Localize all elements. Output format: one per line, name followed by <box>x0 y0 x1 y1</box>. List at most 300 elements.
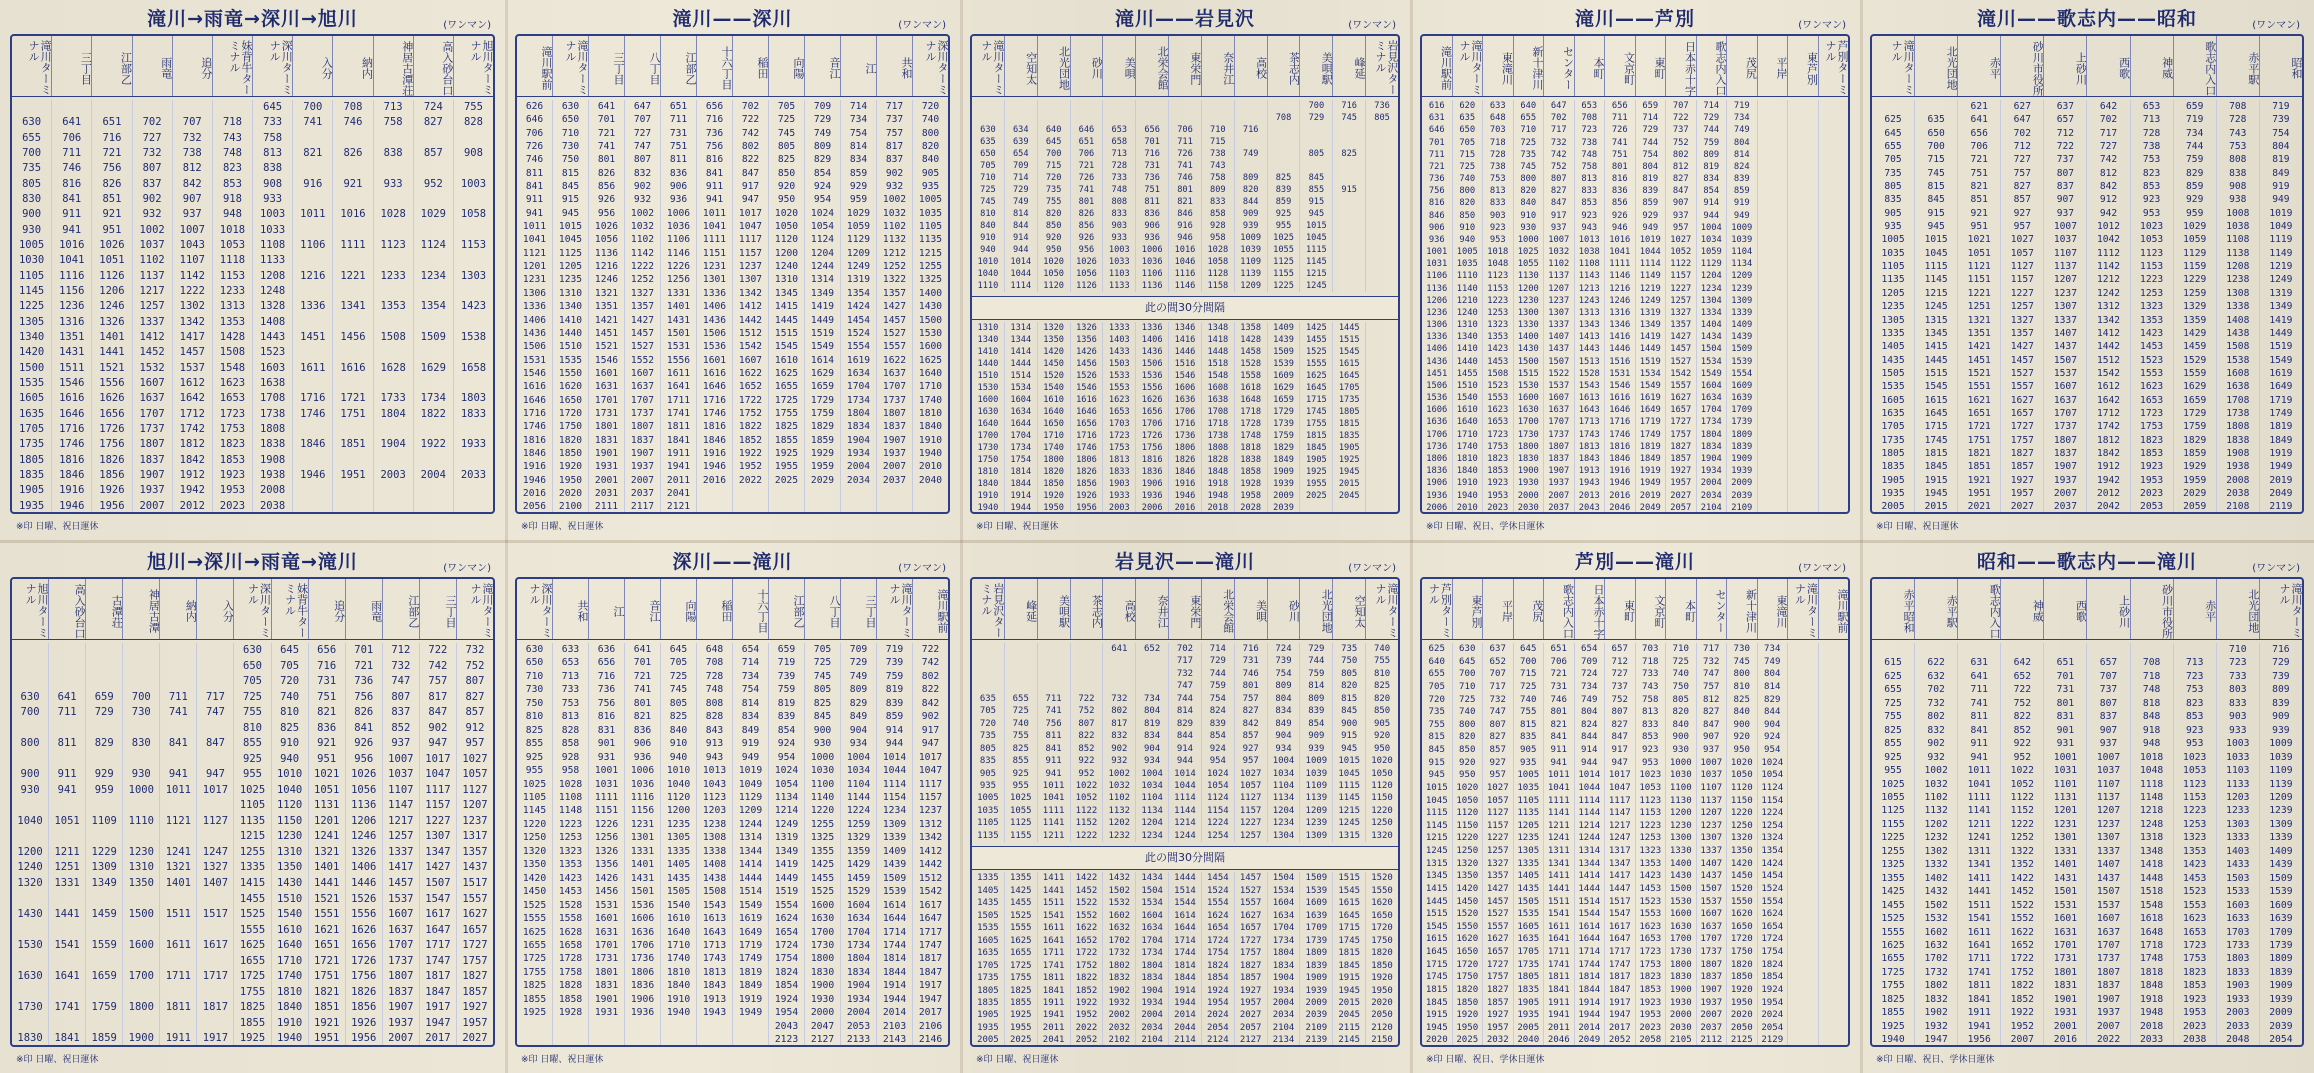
time-cell: 950 <box>1373 743 1391 754</box>
time-cell: 839 <box>769 710 805 723</box>
time-cell: 1303 <box>460 269 487 282</box>
time-cell: 1641 <box>1038 935 1071 947</box>
time-cell: 1613 <box>697 912 733 925</box>
time-cell <box>1136 112 1169 124</box>
time-row <box>1422 858 1848 871</box>
time-cell: 1600 <box>805 899 841 912</box>
time-cell <box>1071 100 1104 112</box>
time-cell: 2025 <box>1300 490 1333 502</box>
time-cell: 2039 <box>1268 502 1301 514</box>
stop-name: 東芦別 <box>1453 579 1484 639</box>
footnote: ※印 日曜、祝日、学休日運休 <box>1426 522 1545 532</box>
time-cell: 1023 <box>2174 751 2217 764</box>
time-cell: 1525 <box>805 885 841 898</box>
stop-name: 江 <box>589 579 625 639</box>
time-cell: 738 <box>1483 161 1514 173</box>
time-cell <box>1005 680 1038 692</box>
time-cell: 1250 <box>1371 818 1393 829</box>
time-cell: 1141 <box>1958 804 2001 817</box>
time-cell <box>1788 112 1819 124</box>
time-cell: 635 <box>972 693 1005 705</box>
time-cell <box>1038 680 1071 692</box>
time-cell <box>197 1016 234 1032</box>
time-cell: 1215 <box>1300 268 1333 280</box>
time-cell: 1252 <box>877 260 913 273</box>
time-cell <box>1958 643 2001 656</box>
time-cell: 1926 <box>92 483 132 498</box>
time-cell: 2014 <box>1169 1009 1202 1021</box>
time-cell: 827 <box>1483 731 1514 744</box>
time-cell: 1810 <box>918 407 943 419</box>
time-cell: 1229 <box>2174 273 2217 286</box>
time-cell: 1503 <box>2217 872 2260 885</box>
time-row <box>1872 979 2302 992</box>
time-cell: 1237 <box>1697 820 1728 833</box>
time-cell: 825 <box>1268 172 1301 184</box>
time-row <box>1422 769 1848 782</box>
time-cell: 1942 <box>173 483 213 498</box>
time-cell: 1018 <box>1483 246 1514 258</box>
time-cell: 1628 <box>553 926 589 939</box>
time-cell: 1915 <box>1422 1009 1453 1022</box>
time-cell: 821 <box>1958 180 2001 193</box>
time-cell: 1117 <box>1605 795 1636 808</box>
time-row <box>517 939 948 952</box>
time-cell: 1052 <box>1071 792 1104 804</box>
stop-name: 雨竜 <box>133 36 173 96</box>
time-cell: 1117 <box>918 778 943 790</box>
time-cell: 1846 <box>52 468 92 483</box>
time-cell: 1557 <box>2001 380 2044 393</box>
time-cell: 749 <box>805 127 841 140</box>
time-cell: 1400 <box>1666 858 1697 871</box>
time-cell: 2029 <box>2174 487 2217 500</box>
time-cell: 701 <box>589 113 625 126</box>
time-cell: 755 <box>1872 710 1915 723</box>
time-cell: 1728 <box>1235 418 1268 430</box>
time-cell: 1134 <box>1268 792 1301 804</box>
time-cell: 1034 <box>1136 780 1169 792</box>
time-cell: 1554 <box>1727 368 1758 380</box>
time-cell: 905 <box>1514 744 1545 757</box>
time-cell: 722 <box>2001 683 2044 696</box>
time-cell: 1805 <box>1872 447 1915 460</box>
time-cell <box>2044 643 2087 656</box>
time-cell: 1250 <box>1453 845 1484 858</box>
time-cell <box>12 892 49 908</box>
time-cell: 1619 <box>733 912 769 925</box>
time-cell: 743 <box>2217 127 2260 140</box>
time-cell <box>1333 124 1366 136</box>
time-cell <box>160 752 197 768</box>
time-cell: 936 <box>625 751 661 764</box>
time-cell: 1549 <box>733 899 769 912</box>
time-cell: 1423 <box>460 300 487 313</box>
time-cell: 1625 <box>918 354 943 366</box>
time-cell <box>1788 643 1819 656</box>
time-cell: 829 <box>86 736 123 752</box>
time-cell: 1814 <box>1575 971 1606 984</box>
time-cell: 1753 <box>2131 420 2174 433</box>
time-cell: 1647 <box>1605 933 1636 946</box>
time-cell <box>805 487 841 500</box>
time-row <box>972 693 1398 705</box>
time-cell: 1109 <box>1235 256 1268 268</box>
times-body <box>1872 98 2302 512</box>
time-cell: 1002 <box>133 223 173 238</box>
time-cell: 1752 <box>2001 966 2044 979</box>
time-cell: 1433 <box>2217 858 2260 871</box>
time-cell: 759 <box>1697 137 1728 149</box>
time-cell: 637 <box>2044 100 2087 113</box>
time-cell: 1459 <box>2174 340 2217 353</box>
time-row <box>1872 1020 2302 1033</box>
time-cell: 1623 <box>1483 404 1514 416</box>
time-cell: 1231 <box>2044 818 2087 831</box>
time-cell: 729 <box>805 113 841 126</box>
time-cell: 1320 <box>1453 858 1484 871</box>
time-cell: 711 <box>52 146 92 161</box>
time-cell: 857 <box>1483 744 1514 757</box>
time-cell: 1955 <box>1005 1022 1038 1034</box>
time-cell <box>1819 380 1849 392</box>
time-cell: 1605 <box>972 935 1005 947</box>
time-cell: 1507 <box>1697 883 1728 896</box>
time-row <box>972 208 1398 220</box>
time-cell: 1553 <box>1483 392 1514 404</box>
time-cell: 2019 <box>1636 490 1667 502</box>
time-cell: 1820 <box>1371 948 1393 959</box>
time-cell: 734 <box>1758 643 1789 656</box>
time-cell: 1542 <box>2087 367 2130 380</box>
time-cell: 1744 <box>1169 947 1202 959</box>
time-row <box>1872 380 2302 393</box>
time-cell: 1142 <box>625 247 661 260</box>
time-cell: 1020 <box>769 207 805 220</box>
time-row <box>1872 751 2302 764</box>
time-cell <box>49 659 86 675</box>
time-cell <box>697 500 733 513</box>
time-cell: 2000 <box>805 1006 841 1019</box>
time-row <box>12 938 493 954</box>
stop-name: 上砂川 <box>2087 579 2130 639</box>
stop-name: 北栄会館 <box>1136 36 1169 96</box>
time-cell: 1208 <box>2217 260 2260 273</box>
time-cell: 1614 <box>1169 910 1202 922</box>
time-cell: 2045 <box>1333 1009 1366 1021</box>
time-cell: 1600 <box>1666 908 1697 921</box>
time-cell: 1311 <box>1958 845 2001 858</box>
time-cell: 1335 <box>972 872 1005 884</box>
time-cell: 1803 <box>2217 952 2260 965</box>
time-cell: 715 <box>1453 149 1484 161</box>
time-cell: 1401 <box>2044 858 2087 871</box>
time-cell: 1531 <box>589 899 625 912</box>
time-cell: 1639 <box>1727 392 1758 404</box>
time-cell: 1218 <box>2131 804 2174 817</box>
time-cell: 1725 <box>1872 966 1915 979</box>
time-cell: 837 <box>2044 180 2087 193</box>
time-cell: 743 <box>1636 681 1667 694</box>
time-cell: 758 <box>1202 172 1235 184</box>
time-cell: 1354 <box>414 299 454 314</box>
time-cell: 1834 <box>1697 441 1728 453</box>
time-cell: 2004 <box>1268 997 1301 1009</box>
time-cell <box>841 487 877 500</box>
time-cell: 731 <box>2044 683 2087 696</box>
time-cell: 1753 <box>1636 959 1667 972</box>
time-cell: 1842 <box>173 453 213 468</box>
time-cell: 2007 <box>2087 1020 2130 1033</box>
time-cell: 656 <box>1136 124 1169 136</box>
stop-name: 東町 <box>1605 579 1636 639</box>
time-cell: 1106 <box>1136 268 1169 280</box>
time-cell: 2037 <box>1697 1022 1728 1035</box>
time-cell: 824 <box>1575 719 1606 732</box>
time-row <box>1422 331 1848 343</box>
time-cell: 1509 <box>877 872 913 885</box>
time-cell: 725 <box>805 656 841 669</box>
time-cell: 720 <box>921 101 940 112</box>
oneman-label: (ワンマン) <box>1348 563 1396 574</box>
time-cell: 904 <box>1268 730 1301 742</box>
time-cell: 754 <box>1636 149 1667 161</box>
time-cell: 945 <box>553 207 589 220</box>
time-cell: 1157 <box>1666 270 1697 282</box>
time-cell: 2143 <box>877 1033 913 1046</box>
time-cell: 1841 <box>1038 985 1071 997</box>
time-cell: 849 <box>841 710 877 723</box>
time-cell: 1841 <box>49 1031 86 1047</box>
time-cell: 758 <box>1636 694 1667 707</box>
time-cell: 828 <box>697 710 733 723</box>
time-cell: 1837 <box>2044 447 2087 460</box>
stop-name: 旭川ターミナル <box>12 579 49 639</box>
time-cell: 833 <box>1202 196 1235 208</box>
time-cell: 758 <box>1575 161 1606 173</box>
time-cell: 914 <box>877 724 913 737</box>
time-cell: 645 <box>1038 136 1071 148</box>
time-cell <box>1071 668 1104 680</box>
time-cell: 1904 <box>1136 985 1169 997</box>
time-cell: 1337 <box>2087 845 2130 858</box>
time-cell: 2048 <box>2217 1033 2260 1046</box>
time-cell: 712 <box>2044 127 2087 140</box>
time-cell: 731 <box>1235 655 1268 667</box>
time-cell: 815 <box>553 167 589 180</box>
time-cell <box>293 483 333 498</box>
time-cell <box>697 1020 733 1033</box>
time-row <box>517 220 948 233</box>
time-cell <box>1366 466 1398 478</box>
time-cell: 1434 <box>1136 872 1169 884</box>
time-cell: 1946 <box>1605 477 1636 489</box>
time-cell: 1329 <box>2174 300 2217 313</box>
time-row <box>1872 167 2302 180</box>
time-cell: 1707 <box>133 407 173 422</box>
time-cell: 1249 <box>769 818 805 831</box>
time-row <box>517 993 948 1006</box>
time-cell: 732 <box>1915 697 1958 710</box>
time-cell: 2108 <box>2217 500 2260 513</box>
time-cell: 1550 <box>1727 896 1758 909</box>
time-cell <box>12 721 49 737</box>
time-cell: 1914 <box>877 979 913 992</box>
time-cell: 1356 <box>1071 334 1104 346</box>
time-cell: 1741 <box>1038 960 1071 972</box>
time-cell: 934 <box>1136 755 1169 767</box>
time-cell: 1804 <box>374 407 414 422</box>
time-cell <box>454 223 493 238</box>
time-cell: 1105 <box>918 221 943 233</box>
time-cell: 1034 <box>1697 234 1728 246</box>
time-cell: 1315 <box>1422 858 1453 871</box>
time-cell: 1017 <box>733 207 769 220</box>
time-cell <box>1758 392 1789 404</box>
time-cell: 1500 <box>1666 883 1697 896</box>
time-cell: 1201 <box>309 814 346 830</box>
time-cell: 1754 <box>1202 947 1235 959</box>
time-cell: 1909 <box>2269 980 2293 992</box>
time-cell: 1047 <box>1605 782 1636 795</box>
time-cell: 1641 <box>661 380 697 393</box>
time-cell: 1542 <box>918 886 943 898</box>
time-cell: 1700 <box>123 969 160 985</box>
time-cell: 1747 <box>420 954 457 970</box>
time-cell: 755 <box>1005 730 1038 742</box>
time-cell <box>1915 643 1958 656</box>
time-cell <box>1819 643 1849 656</box>
time-cell: 753 <box>2217 140 2260 153</box>
time-cell: 2034 <box>841 474 877 487</box>
time-cell: 757 <box>1697 681 1728 694</box>
time-cell: 1906 <box>1136 478 1169 490</box>
time-cell: 802 <box>1103 705 1136 717</box>
time-cell <box>1103 112 1136 124</box>
time-cell: 1546 <box>1169 370 1202 382</box>
time-cell <box>49 829 86 845</box>
time-cell: 1838 <box>253 437 293 452</box>
time-cell: 1934 <box>841 447 877 460</box>
time-cell: 931 <box>2044 737 2087 750</box>
time-cell: 903 <box>2217 710 2260 723</box>
time-cell: 854 <box>1202 730 1235 742</box>
time-cell: 1033 <box>1103 256 1136 268</box>
time-cell: 719 <box>877 643 913 656</box>
time-cell: 1005 <box>1872 233 1915 246</box>
time-cell: 1519 <box>1636 356 1667 368</box>
time-cell <box>1758 149 1789 161</box>
time-cell: 1728 <box>553 952 589 965</box>
time-cell: 1550 <box>1453 921 1484 934</box>
time-cell: 632 <box>1915 670 1958 683</box>
time-cell: 1112 <box>2087 247 2130 260</box>
time-cell: 1939 <box>1268 478 1301 490</box>
time-cell: 847 <box>1544 197 1575 209</box>
time-cell: 1855 <box>769 434 805 447</box>
time-cell: 1748 <box>2131 952 2174 965</box>
time-cell: 1946 <box>517 474 553 487</box>
time-row <box>12 1016 493 1032</box>
time-cell: 914 <box>1005 232 1038 244</box>
time-cell: 1409 <box>2269 845 2293 857</box>
time-cell: 859 <box>2174 180 2217 193</box>
stop-name: 高入砂台口 <box>414 36 454 96</box>
time-cell <box>1268 124 1301 136</box>
stop-name: 入分 <box>293 36 333 96</box>
time-cell <box>123 798 160 814</box>
time-cell: 1546 <box>1071 382 1104 394</box>
time-cell: 1015 <box>1915 233 1958 246</box>
time-cell: 952 <box>1071 768 1104 780</box>
time-cell: 1931 <box>589 1006 625 1019</box>
time-cell: 1325 <box>918 274 943 286</box>
time-cell: 714 <box>1005 172 1038 184</box>
time-cell: 804 <box>1575 706 1606 719</box>
time-cell: 1024 <box>1758 757 1789 770</box>
time-row <box>972 817 1398 829</box>
time-cell: 727 <box>1605 668 1636 681</box>
time-cell: 1638 <box>2217 380 2260 393</box>
time-cell: 1535 <box>972 922 1005 934</box>
time-cell: 2027 <box>1666 490 1697 502</box>
time-cell: 1834 <box>841 420 877 433</box>
time-cell: 1736 <box>625 952 661 965</box>
time-cell: 1850 <box>1038 478 1071 490</box>
time-cell: 917 <box>921 724 940 736</box>
time-cell: 1549 <box>805 340 841 353</box>
time-cell: 1132 <box>1915 804 1958 817</box>
time-cell: 1656 <box>346 938 383 954</box>
time-cell: 1004 <box>1268 755 1301 767</box>
time-cell: 909 <box>1235 208 1268 220</box>
time-cell: 1504 <box>1697 343 1728 355</box>
time-cell: 800 <box>1453 719 1484 732</box>
time-row <box>1422 668 1848 681</box>
time-cell <box>1788 307 1819 319</box>
time-cell <box>1788 1022 1819 1035</box>
time-cell: 1101 <box>2044 778 2087 791</box>
time-cell: 1817 <box>1605 971 1636 984</box>
time-cell: 1443 <box>1575 343 1606 355</box>
time-cell: 1748 <box>1235 430 1268 442</box>
time-cell <box>1819 319 1849 331</box>
time-cell: 817 <box>1103 718 1136 730</box>
time-cell: 1857 <box>1235 972 1268 984</box>
time-cell <box>1819 185 1849 197</box>
time-cell: 1809 <box>1300 947 1333 959</box>
time-cell: 836 <box>309 721 346 737</box>
time-row <box>12 177 493 192</box>
time-cell: 1340 <box>12 330 52 345</box>
time-cell <box>333 284 373 299</box>
time-cell: 1230 <box>1514 295 1545 307</box>
time-cell: 906 <box>661 180 697 193</box>
time-cell: 812 <box>1666 161 1697 173</box>
time-cell <box>160 923 197 939</box>
time-cell: 1317 <box>1605 845 1636 858</box>
time-cell: 1608 <box>1202 382 1235 394</box>
time-row <box>1422 959 1848 972</box>
time-row <box>972 885 1398 897</box>
time-cell: 1524 <box>1758 883 1789 896</box>
time-cell <box>1366 382 1398 394</box>
time-row <box>517 804 948 817</box>
time-cell: 1349 <box>1636 319 1667 331</box>
time-cell: 2001 <box>589 474 625 487</box>
time-cell: 1155 <box>1005 830 1038 842</box>
time-cell <box>1071 680 1104 692</box>
